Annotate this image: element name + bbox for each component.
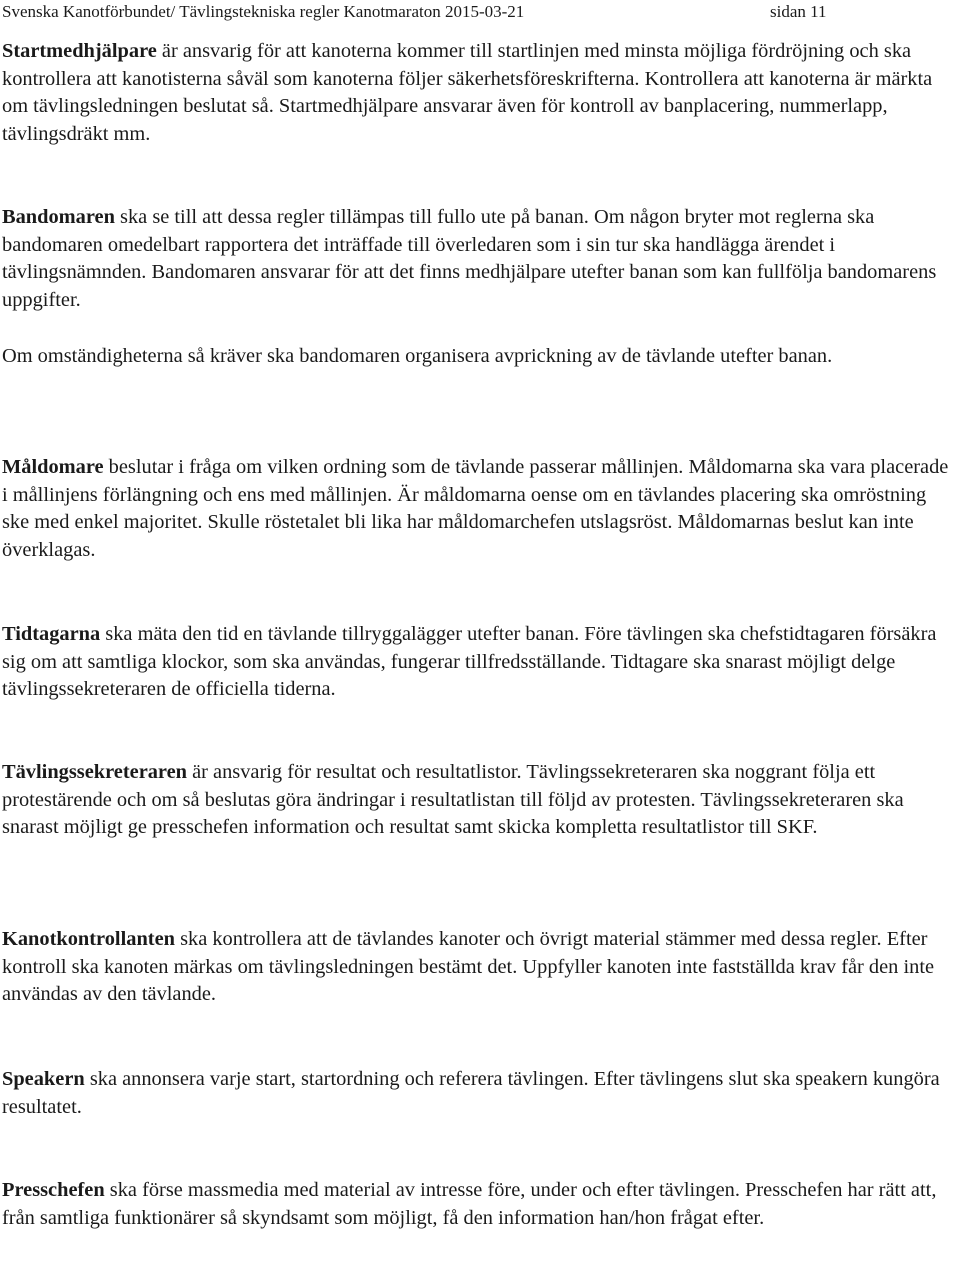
paragraph-startmedhjalpare: [2, 38, 952, 148]
text-kanotkontrollanten: ska kontrollera att de tävlandes kanoter och övrigt material stämmer med dessa regler. Efter kontroll ska kanoten märkas om tävlingsledningen bestämt det. Uppfyller kanoten inte fastställda krav får den inte användas av den tävlande.: [2, 928, 935, 1006]
header-title: Svenska Kanotförbundet/ Tävlingstekniska regler Kanotmaraton 2015-03-21: [2, 2, 525, 21]
paragraph-speakern: [2, 1066, 952, 1121]
paragraph-presschefen: [2, 1177, 952, 1232]
paragraph-tavlingssekreteraren: [2, 759, 952, 842]
text-tidtagarna: ska mäta den tid en tävlande tillryggalägger utefter banan. Före tävlingen ska chefstidtagaren försäkra sig om att samtliga klockor, som ska användas, fungerar tillfredsställande. Tidtagare ska snarast möjligt delge tävlingssekreteraren de officiella tiderna.: [2, 623, 937, 701]
text-bandomaren-avprickning: Om omständigheterna så kräver ska bandomaren organisera avprickning av de tävlande utefter banan.: [2, 345, 833, 367]
paragraph-kanotkontrollanten: [2, 926, 952, 1009]
page-number: sidan 11: [770, 2, 827, 21]
term-maldomare: Måldomare: [2, 456, 104, 478]
page-header: [2, 0, 828, 24]
term-kanotkontrollanten: Kanotkontrollanten: [2, 928, 175, 950]
text-speakern: ska annonsera varje start, startordning och referera tävlingen. Efter tävlingens slut ska speakern kungöra resultatet.: [2, 1068, 940, 1118]
text-presschefen: ska förse massmedia med material av intresse före, under och efter tävlingen. Presschefen har rätt att, från samtliga funktionärer så skyndsamt som möjligt, få den information han/hon frågat efter.: [2, 1179, 937, 1229]
term-speakern: Speakern: [2, 1068, 85, 1090]
text-maldomare: beslutar i fråga om vilken ordning som de tävlande passerar mållinjen. Måldomarna ska vara placerade i mållinjens förlängning och ens med mållinjen. Är måldomarna oense om en tävlandes placering ska omröstning ske med enkel majoritet. Skulle röstetalet bli lika har måldomarchefen utslagsröst. Måldomarnas beslut kan inte överklagas.: [2, 456, 949, 561]
term-tidtagarna: Tidtagarna: [2, 623, 101, 645]
text-tavlingssekreteraren: är ansvarig för resultat och resultatlistor. Tävlingssekreteraren ska noggrant följa ett protestärende och om så beslutas göra ändringar i resultatlistan till följd av protesten. Tävlingssekreteraren ska snarast möjligt ge presschefen information och resultat samt skicka kompletta resultatlistor till SKF.: [2, 761, 904, 839]
paragraph-tidtagarna: [2, 621, 952, 704]
term-bandomaren: Bandomaren: [2, 206, 115, 228]
paragraph-bandomaren-avprickning: [2, 343, 952, 371]
paragraph-maldomare: [2, 454, 952, 564]
term-tavlingssekreteraren: Tävlingssekreteraren: [2, 761, 188, 783]
term-presschefen: Presschefen: [2, 1179, 105, 1201]
paragraph-bandomaren: [2, 204, 952, 314]
text-bandomaren: ska se till att dessa regler tillämpas till fullo ute på banan. Om någon bryter mot reglerna ska bandomaren omedelbart rapportera det inträffade till överledaren som i sin tur ska handlägga ärendet i tävlingsnämnden. Bandomaren ansvarar för att det finns medhjälpare utefter banan som kan fullfölja bandomarens uppgifter.: [2, 206, 937, 311]
term-startmedhjalpare: Startmedhjälpare: [2, 40, 157, 62]
text-startmedhjalpare: är ansvarig för att kanoterna kommer till startlinjen med minsta möjliga fördröjning och ska kontrollera att kanotisterna såväl som kanoterna följer säkerhetsföreskrifterna. Kontrollera att kanoterna är märkta om tävlingsledningen beslutat så. Startmedhjälpare ansvarar även för kontroll av banplacering, nummerlapp, tävlingsdräkt mm.: [2, 40, 933, 145]
